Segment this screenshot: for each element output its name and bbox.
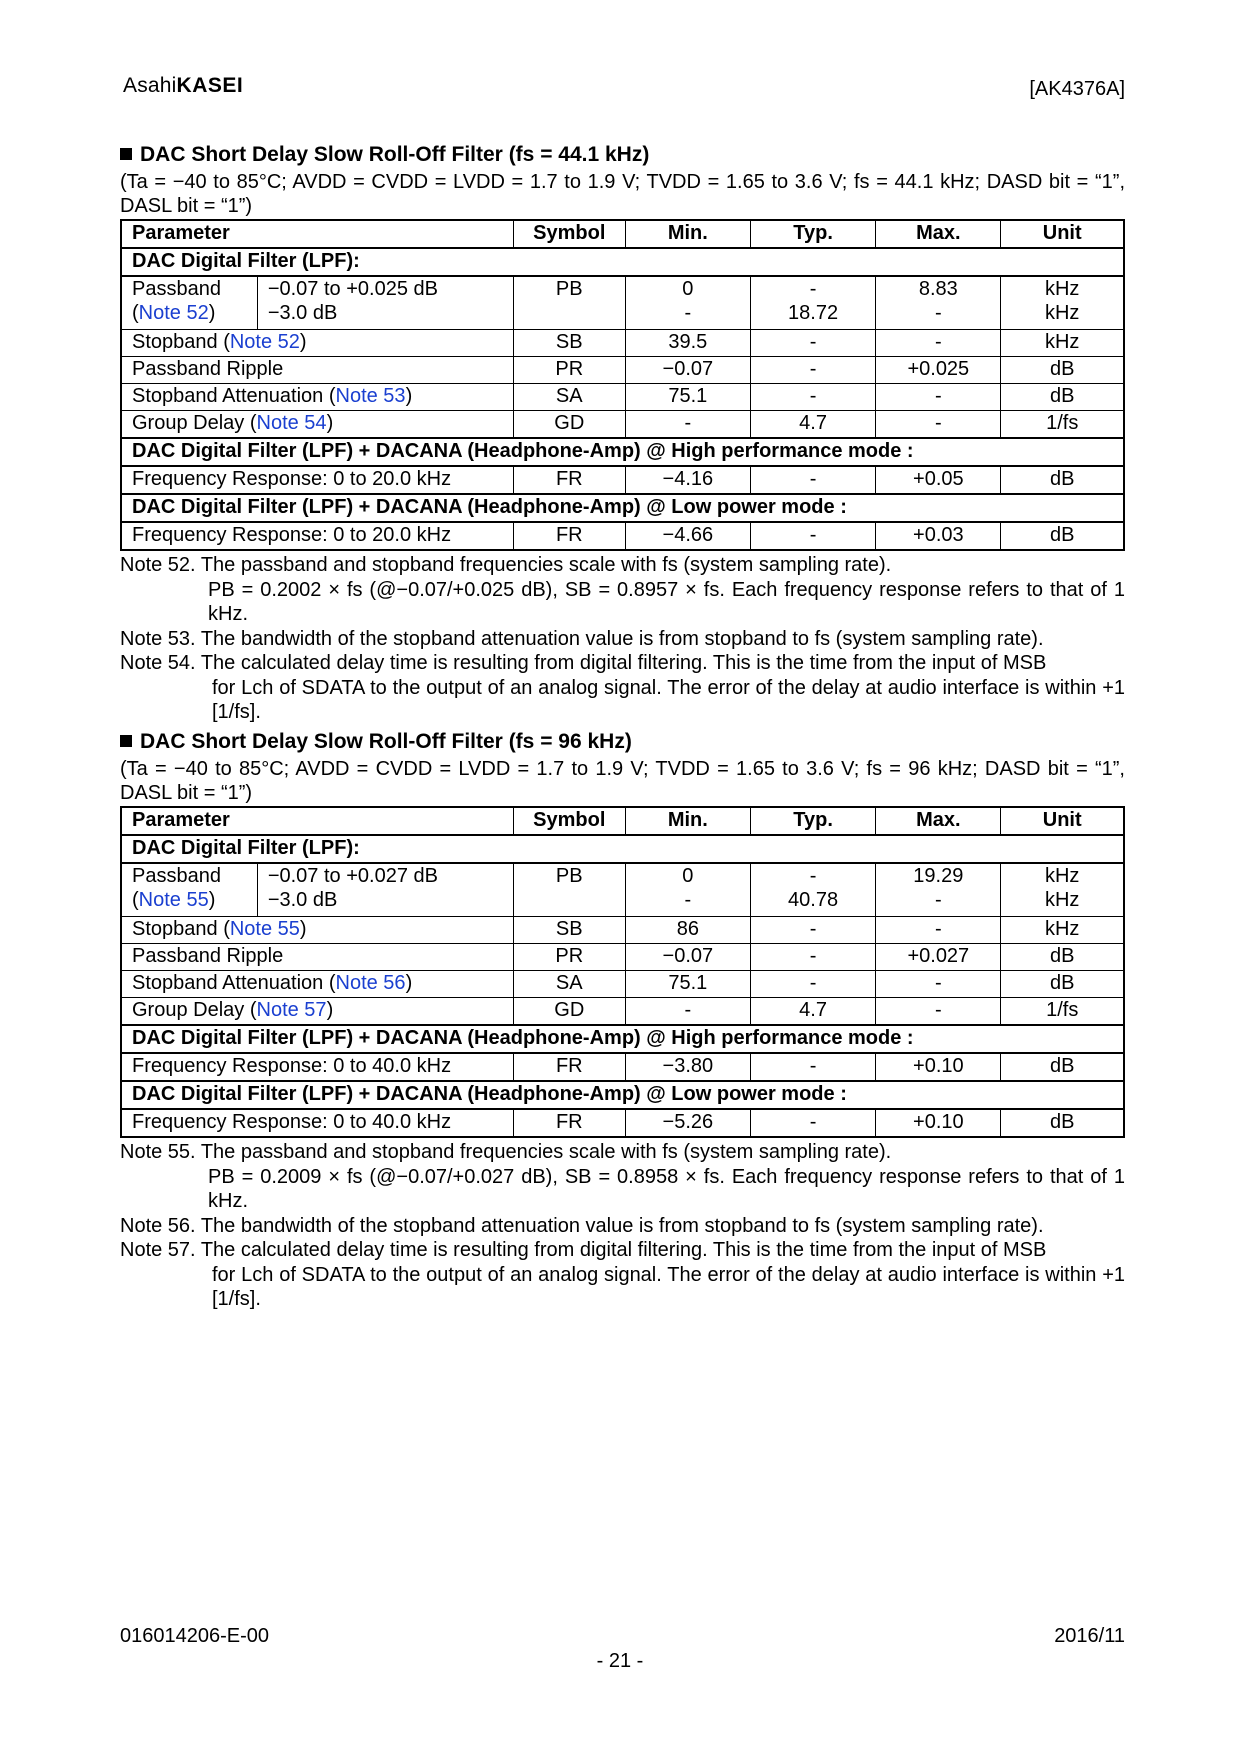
group-title: DAC Digital Filter (LPF) + DACANA (Headphone-Amp) @ High performance mode :	[121, 1025, 1124, 1053]
symbol-cell: PR	[513, 357, 625, 384]
footnote-continuation: PB = 0.2009 × fs (@−0.07/+0.027 dB), SB = 0.8958 × fs. Each frequency response refers to that of 1 kHz.	[208, 1165, 1125, 1212]
max-cell: -	[876, 384, 1001, 411]
group-title: DAC Digital Filter (LPF):	[121, 835, 1124, 863]
notes-block	[120, 1140, 1125, 1312]
min-cell	[625, 863, 750, 917]
header-cell: Typ.	[750, 220, 875, 248]
symbol-cell: FR	[513, 1109, 625, 1137]
table-row	[121, 276, 1124, 330]
group-title: DAC Digital Filter (LPF):	[121, 248, 1124, 276]
min-value: -	[684, 889, 692, 911]
group-row	[121, 438, 1124, 466]
unit-cell	[1001, 863, 1124, 917]
table-row	[121, 384, 1124, 411]
unit-value: kHz	[1044, 889, 1080, 911]
unit-cell: dB	[1001, 384, 1124, 411]
header-cell: Max.	[876, 220, 1001, 248]
header-cell: Parameter	[121, 220, 513, 248]
min-cell: −4.16	[625, 466, 750, 494]
paren-close: )	[326, 412, 334, 434]
unit-value: kHz	[1044, 865, 1080, 887]
paren-close: )	[299, 331, 307, 353]
typ-cell: -	[750, 1109, 875, 1137]
max-value: 8.83	[918, 278, 958, 300]
min-cell: −3.80	[625, 1053, 750, 1081]
paren-close: )	[208, 889, 216, 911]
param-cell	[121, 411, 513, 439]
group-title: DAC Digital Filter (LPF) + DACANA (Headphone-Amp) @ High performance mode :	[121, 438, 1124, 466]
unit-value: kHz	[1044, 278, 1080, 300]
max-cell: -	[876, 917, 1001, 944]
symbol-value: PB	[555, 278, 583, 300]
min-cell: 75.1	[625, 384, 750, 411]
footnote-text: The bandwidth of the stopband attenuation value is from stopband to fs (system sampling rate).	[200, 627, 1044, 650]
min-cell: −4.66	[625, 522, 750, 550]
param-cell	[121, 330, 513, 357]
min-value: 0	[682, 865, 694, 887]
note-link[interactable]: Note 52	[229, 331, 300, 353]
footnote	[120, 1214, 1125, 1239]
max-cell: -	[876, 411, 1001, 439]
typ-value: -	[809, 865, 817, 887]
footnote	[120, 1238, 1125, 1312]
max-value: 19.29	[913, 865, 964, 887]
spec-table	[120, 219, 1125, 551]
header-cell: Unit	[1001, 807, 1124, 835]
spec-table	[120, 806, 1125, 1138]
footnote	[120, 1140, 1125, 1214]
note-link[interactable]: Note 55	[229, 918, 300, 940]
header-cell: Symbol	[513, 220, 625, 248]
table-row	[121, 330, 1124, 357]
symbol-value: PB	[555, 865, 583, 887]
footnote-label: Note 57.	[120, 1239, 201, 1261]
param-label: Stopband Attenuation (	[132, 972, 336, 994]
note-link[interactable]: Note 57	[256, 999, 327, 1021]
param-cell: Frequency Response: 0 to 20.0 kHz	[121, 522, 513, 550]
section-title-text: DAC Short Delay Slow Roll-Off Filter (fs = 44.1 kHz)	[140, 143, 650, 166]
min-cell: 86	[625, 917, 750, 944]
condition-line: −3.0 dB	[267, 302, 338, 324]
min-value: -	[684, 302, 692, 324]
unit-cell: kHz	[1001, 330, 1124, 357]
footnote-label: Note 56.	[120, 1214, 201, 1237]
table-row	[121, 357, 1124, 384]
group-row	[121, 835, 1124, 863]
section-title-text: DAC Short Delay Slow Roll-Off Filter (fs = 96 kHz)	[140, 730, 632, 753]
typ-cell: -	[750, 971, 875, 998]
paren-close: )	[299, 918, 307, 940]
table-row	[121, 944, 1124, 971]
footnote-continuation: for Lch of SDATA to the output of an analog signal. The error of the delay at audio interface is within +1 [1/fs].	[212, 676, 1125, 723]
footnote-continuation: for Lch of SDATA to the output of an analog signal. The error of the delay at audio interface is within +1 [1/fs].	[212, 1263, 1125, 1310]
unit-cell	[1001, 276, 1124, 330]
symbol-cell: FR	[513, 522, 625, 550]
table-row	[121, 466, 1124, 494]
bullet-square-icon	[120, 735, 132, 747]
unit-cell: dB	[1001, 1109, 1124, 1137]
note-link[interactable]: Note 55	[138, 889, 209, 911]
group-row	[121, 248, 1124, 276]
min-cell: −0.07	[625, 944, 750, 971]
paren-close: )	[405, 972, 413, 994]
max-cell: +0.027	[876, 944, 1001, 971]
condition-line: −0.07 to +0.027 dB	[267, 865, 438, 887]
note-link[interactable]: Note 56	[335, 972, 406, 994]
table-row	[121, 411, 1124, 439]
logo-light-text: Asahi	[123, 74, 177, 97]
table-row	[121, 917, 1124, 944]
symbol-cell: SB	[513, 917, 625, 944]
max-cell: +0.025	[876, 357, 1001, 384]
typ-cell	[750, 276, 875, 330]
max-value: -	[934, 302, 942, 324]
unit-cell: dB	[1001, 944, 1124, 971]
group-row	[121, 494, 1124, 522]
max-cell: +0.10	[876, 1053, 1001, 1081]
notes-block	[120, 553, 1125, 725]
symbol-cell: SA	[513, 384, 625, 411]
note-link[interactable]: Note 53	[335, 385, 406, 407]
param-label: Passband Ripple	[132, 358, 284, 380]
max-cell: +0.10	[876, 1109, 1001, 1137]
footnote	[120, 553, 1125, 627]
typ-value: 40.78	[788, 889, 839, 911]
header-cell: Min.	[625, 807, 750, 835]
unit-value: kHz	[1044, 302, 1080, 324]
condition-line: −3.0 dB	[267, 889, 338, 911]
min-cell	[625, 276, 750, 330]
typ-cell: -	[750, 917, 875, 944]
condition-line: −0.07 to +0.025 dB	[267, 278, 438, 300]
header-cell: Max.	[876, 807, 1001, 835]
param-cell	[121, 998, 513, 1026]
header-cell: Typ.	[750, 807, 875, 835]
footer-doc-number: 016014206-E-00	[120, 1625, 270, 1647]
param-cell: Frequency Response: 0 to 40.0 kHz	[121, 1109, 513, 1137]
typ-value: -	[809, 278, 817, 300]
footnote-text: The passband and stopband frequencies scale with fs (system sampling rate).	[200, 554, 892, 576]
typ-cell: -	[750, 357, 875, 384]
typ-cell: 4.7	[750, 411, 875, 439]
table-row	[121, 1109, 1124, 1137]
max-cell: +0.03	[876, 522, 1001, 550]
table-row	[121, 971, 1124, 998]
param-cell	[121, 917, 513, 944]
param-cell	[121, 357, 513, 384]
min-cell: −0.07	[625, 357, 750, 384]
header-cell: Symbol	[513, 807, 625, 835]
param-label: Stopband (	[132, 918, 230, 940]
param-cell	[121, 384, 513, 411]
symbol-cell: FR	[513, 466, 625, 494]
unit-cell: dB	[1001, 357, 1124, 384]
footnote-text: The calculated delay time is resulting from digital filtering. This is the time from the input of MSB	[200, 652, 1047, 674]
symbol-cell: SB	[513, 330, 625, 357]
footnote-label: Note 55.	[120, 1141, 201, 1163]
footer-date: 2016/11	[1054, 1625, 1125, 1647]
param-label: Passband Ripple	[132, 945, 284, 967]
min-cell: -	[625, 411, 750, 439]
symbol-cell	[513, 276, 625, 330]
passband-label: Passband	[132, 865, 221, 887]
table-row	[121, 1053, 1124, 1081]
footnote-text: The calculated delay time is resulting from digital filtering. This is the time from the input of MSB	[200, 1239, 1047, 1261]
max-cell: +0.05	[876, 466, 1001, 494]
unit-cell: kHz	[1001, 917, 1124, 944]
footnote	[120, 651, 1125, 725]
min-value: 0	[682, 278, 694, 300]
typ-value: 18.72	[788, 302, 839, 324]
typ-cell: -	[750, 384, 875, 411]
test-conditions: (Ta = −40 to 85°C; AVDD = CVDD = LVDD = 1.7 to 1.9 V; TVDD = 1.65 to 3.6 V; fs = 96 kHz; DASD bit = “1”, DASL bit = “1”)	[120, 758, 1125, 804]
passband-condition-cell	[257, 863, 513, 917]
max-cell	[876, 863, 1001, 917]
unit-cell: dB	[1001, 971, 1124, 998]
min-cell: 75.1	[625, 971, 750, 998]
typ-cell: 4.7	[750, 998, 875, 1026]
symbol-cell: PR	[513, 944, 625, 971]
footnote-continuation: PB = 0.2002 × fs (@−0.07/+0.025 dB), SB = 0.8957 × fs. Each frequency response refers to that of 1 kHz.	[208, 578, 1125, 625]
passband-label-cell	[121, 863, 257, 917]
passband-condition-cell	[257, 276, 513, 330]
footnote-label: Note 52.	[120, 554, 201, 576]
max-cell: -	[876, 330, 1001, 357]
max-cell	[876, 276, 1001, 330]
typ-cell	[750, 863, 875, 917]
unit-cell: dB	[1001, 522, 1124, 550]
table-header-row	[121, 807, 1124, 835]
param-label: Stopband Attenuation (	[132, 385, 336, 407]
page-number: - 21 -	[596, 1650, 644, 1672]
param-cell: Frequency Response: 0 to 20.0 kHz	[121, 466, 513, 494]
footnote-label: Note 53.	[120, 627, 201, 650]
max-cell: -	[876, 998, 1001, 1026]
unit-cell: dB	[1001, 466, 1124, 494]
header-cell: Min.	[625, 220, 750, 248]
document-id: [AK4376A]	[1029, 78, 1125, 100]
section-title	[120, 140, 1125, 170]
table-row	[121, 863, 1124, 917]
symbol-cell: GD	[513, 411, 625, 439]
unit-cell: 1/fs	[1001, 411, 1124, 439]
note-link[interactable]: Note 54	[256, 412, 327, 434]
min-cell: -	[625, 998, 750, 1026]
test-conditions: (Ta = −40 to 85°C; AVDD = CVDD = LVDD = 1.7 to 1.9 V; TVDD = 1.65 to 3.6 V; fs = 44.1 kHz; DASD bit = “1”, DASL bit = “1”)	[120, 171, 1125, 217]
footnote-text: The bandwidth of the stopband attenuation value is from stopband to fs (system sampling rate).	[200, 1214, 1044, 1237]
param-cell	[121, 944, 513, 971]
group-title: DAC Digital Filter (LPF) + DACANA (Headphone-Amp) @ Low power mode :	[121, 494, 1124, 522]
paren-open: (	[132, 889, 139, 911]
group-row	[121, 1081, 1124, 1109]
param-label: Group Delay (	[132, 412, 257, 434]
min-cell: −5.26	[625, 1109, 750, 1137]
passband-label: Passband	[132, 278, 221, 300]
group-title: DAC Digital Filter (LPF) + DACANA (Headphone-Amp) @ Low power mode :	[121, 1081, 1124, 1109]
typ-cell: -	[750, 466, 875, 494]
max-cell: -	[876, 971, 1001, 998]
footnote	[120, 627, 1125, 652]
passband-label-cell	[121, 276, 257, 330]
note-link[interactable]: Note 52	[138, 302, 209, 324]
header-cell: Unit	[1001, 220, 1124, 248]
symbol-cell	[513, 863, 625, 917]
logo-bold-text: KASEI	[176, 74, 244, 97]
paren-close: )	[405, 385, 413, 407]
table-row	[121, 522, 1124, 550]
header-cell: Parameter	[121, 807, 513, 835]
typ-cell: -	[750, 944, 875, 971]
param-cell	[121, 971, 513, 998]
company-logo	[123, 74, 243, 98]
symbol-cell: GD	[513, 998, 625, 1026]
paren-close: )	[208, 302, 216, 324]
page-header	[123, 70, 1125, 110]
param-cell: Frequency Response: 0 to 40.0 kHz	[121, 1053, 513, 1081]
param-label: Stopband (	[132, 331, 230, 353]
typ-cell: -	[750, 522, 875, 550]
filter-section	[120, 140, 1125, 725]
symbol-cell: FR	[513, 1053, 625, 1081]
bullet-square-icon	[120, 148, 132, 160]
unit-cell: 1/fs	[1001, 998, 1124, 1026]
typ-cell: -	[750, 1053, 875, 1081]
unit-cell: dB	[1001, 1053, 1124, 1081]
min-cell: 39.5	[625, 330, 750, 357]
filter-section	[120, 727, 1125, 1312]
paren-close: )	[326, 999, 334, 1021]
max-value: -	[934, 889, 942, 911]
table-header-row	[121, 220, 1124, 248]
footnote-label: Note 54.	[120, 652, 201, 674]
group-row	[121, 1025, 1124, 1053]
table-row	[121, 998, 1124, 1026]
section-title	[120, 727, 1125, 757]
typ-cell: -	[750, 330, 875, 357]
symbol-cell: SA	[513, 971, 625, 998]
footnote-text: The passband and stopband frequencies scale with fs (system sampling rate).	[200, 1141, 892, 1163]
paren-open: (	[132, 302, 139, 324]
param-label: Group Delay (	[132, 999, 257, 1021]
